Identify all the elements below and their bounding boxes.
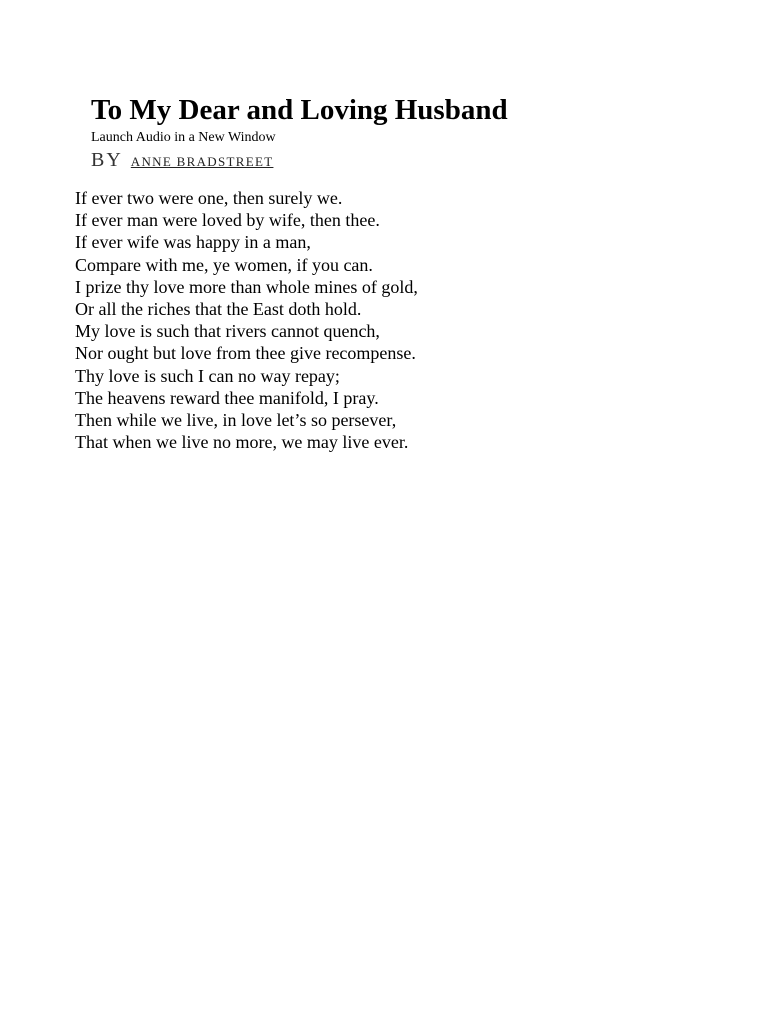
poem-line: Then while we live, in love let’s so persever, — [75, 410, 397, 431]
poem-body — [75, 187, 715, 453]
poem-line: Thy love is such I can no way repay; — [75, 365, 340, 386]
poem-line: If ever wife was happy in a man, — [75, 232, 311, 253]
launch-audio-link[interactable]: Launch Audio in a New Window — [91, 130, 276, 145]
poem-line: My love is such that rivers cannot quench, — [75, 321, 380, 342]
poem-line: If ever two were one, then surely we. — [75, 188, 343, 208]
byline — [91, 149, 731, 173]
poem-line: Or all the riches that the East doth hold. — [75, 299, 362, 320]
poem-line: That when we live no more, we may live ever. — [75, 432, 409, 453]
by-label: BY — [91, 149, 123, 171]
poem-line: Nor ought but love from thee give recompense. — [75, 343, 416, 364]
author-link[interactable]: ANNE BRADSTREET — [130, 154, 274, 169]
poem-header — [91, 92, 731, 173]
poem-line: If ever man were loved by wife, then thee. — [75, 210, 380, 231]
poem-title: To My Dear and Loving Husband — [91, 94, 508, 126]
poem-line: I prize thy love more than whole mines of gold, — [75, 276, 418, 297]
poem-line: The heavens reward thee manifold, I pray. — [75, 387, 379, 408]
poem-line: Compare with me, ye women, if you can. — [75, 254, 373, 275]
